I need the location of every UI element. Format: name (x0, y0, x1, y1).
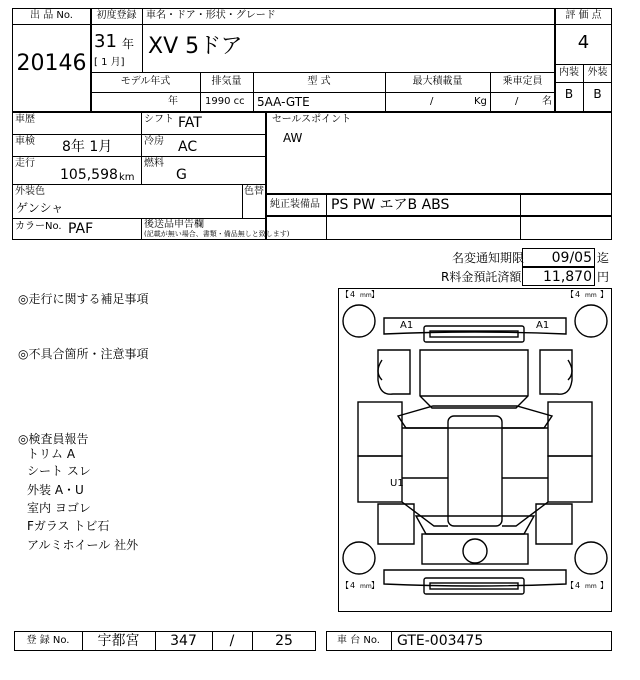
front-fender-right (540, 350, 572, 394)
color-no-label: カラーNo. (15, 221, 62, 232)
transfer-deadline-label: 名変通知期限 (452, 251, 525, 265)
wheel-rear-left (343, 542, 375, 574)
transfer-deadline-unit: 迄 (597, 251, 610, 265)
history-label: 車歴 (15, 114, 35, 125)
tire-depth-front-left: 4 (350, 290, 356, 299)
front-plate (424, 326, 524, 342)
docs-box (266, 216, 612, 240)
fuel: G (176, 167, 187, 183)
first-reg-label: 初度登録 (96, 10, 137, 21)
inspector-line: トリム A (27, 447, 76, 461)
registration-label: 登 録 No. (26, 635, 70, 646)
first-reg-year: 31 (94, 31, 117, 52)
svg-text:【: 【 (566, 290, 574, 299)
registration-number: 25 (275, 633, 293, 649)
lot-no-label: 出 品 No. (30, 10, 73, 21)
inspector-line: アルミホイール 社外 (27, 538, 139, 552)
tire-depth-rear-left: 4 (350, 581, 356, 590)
exterior-grade: B (593, 87, 602, 101)
equipment-label: 純正装備品 (270, 199, 320, 210)
docs-note: (記載が無い場合、書類・備品無しと致します) (144, 230, 290, 238)
chassis-label: 車 台 No. (337, 635, 380, 646)
inspector-line: 室内 ヨゴレ (27, 501, 91, 515)
capacity-label: 乗車定員 (502, 76, 543, 87)
tire-unit-rl: mm (360, 583, 372, 590)
docs-label: 後送品申告欄 (144, 219, 204, 230)
inspector-line: シート スレ (27, 464, 91, 478)
max-load: / (430, 96, 434, 107)
shift: FAT (178, 115, 202, 131)
windshield (398, 406, 552, 428)
rear-fender-right (536, 504, 572, 544)
registration-kana: / (229, 633, 235, 649)
inspector-title: ◎検査員報告 (18, 432, 89, 446)
svg-text:】: 】 (371, 290, 379, 299)
damage-mark-front-right: A1 (536, 320, 550, 331)
inspector-line: 外装 A・U (27, 483, 84, 497)
tire-depth-front-right: 4 (575, 290, 581, 299)
car-name: XV 5ドア (148, 34, 243, 59)
front-door-right (548, 402, 592, 456)
aircon: AC (178, 139, 198, 155)
tire-unit-rr: mm (585, 583, 597, 590)
capacity-unit: 名 (542, 96, 552, 107)
score: 4 (577, 32, 590, 53)
color-no: PAF (68, 221, 94, 237)
inspection: 8年 1月 (62, 139, 113, 155)
first-reg-month: [ 1 月] (94, 57, 125, 68)
car-damage-diagram (338, 288, 612, 612)
registration-class: 347 (170, 633, 197, 649)
rear-fender-left (378, 504, 414, 544)
repaint-label: 色替 (244, 186, 264, 197)
recycle-unit: 円 (597, 270, 610, 284)
registration-region: 宇都宮 (97, 633, 140, 649)
svg-text:【: 【 (341, 290, 349, 299)
color-label: 外装色 (15, 186, 45, 197)
mileage-label: 走行 (15, 158, 35, 169)
tire-unit-fr: mm (585, 292, 597, 299)
displacement-label: 排気量 (211, 76, 242, 87)
equipment: PS PW エアB ABS (331, 197, 450, 213)
tire-unit-fl: mm (360, 292, 372, 299)
first-reg-year-unit: 年 (122, 37, 135, 51)
type-code: 5AA-GTE (257, 95, 310, 109)
score-label: 評 価 点 (565, 10, 602, 21)
interior-grade: B (564, 87, 574, 101)
front-door-left (358, 402, 402, 456)
defects-title: ◎不具合箇所・注意事項 (18, 347, 149, 361)
model-year-unit: 年 (168, 96, 178, 107)
svg-text:】: 】 (600, 290, 608, 299)
svg-text:】: 】 (600, 581, 608, 590)
hood (420, 350, 528, 408)
svg-text:】: 】 (371, 581, 379, 590)
damage-mark-side: U1 (390, 478, 404, 489)
model-year-label: モデル年式 (120, 76, 171, 87)
aircon-label: 冷房 (144, 136, 164, 147)
max-load-unit: Kg (474, 96, 487, 107)
lot-no: 20146 (16, 51, 87, 76)
wheel-rear-right (575, 542, 607, 574)
shift-label: シフト (144, 114, 174, 125)
svg-text:【: 【 (566, 581, 574, 590)
interior-label: 内装 (559, 67, 579, 78)
transfer-deadline: 09/05 (551, 250, 592, 266)
recycle-label: R料金預託済額 (441, 270, 522, 284)
fuel-label: 燃料 (144, 158, 164, 169)
max-load-label: 最大積載量 (412, 76, 463, 87)
capacity: / (515, 96, 519, 107)
tire-depth-rear-right: 4 (575, 581, 581, 590)
inspection-label: 車検 (15, 136, 35, 147)
type-label: 型 式 (307, 76, 331, 87)
svg-text:【: 【 (341, 581, 349, 590)
rear-door-right (548, 456, 592, 502)
chassis-no: GTE-003475 (397, 633, 484, 649)
mileage: 105,598 (60, 167, 118, 183)
spare-wheel (463, 539, 487, 563)
wheel-front-left (343, 305, 375, 337)
front-fender-left (378, 350, 410, 394)
roof (448, 416, 502, 526)
inspector-line: Fガラス トビ石 (27, 519, 110, 533)
sales-point: AW (283, 131, 303, 145)
recycle-amount: 11,870 (543, 269, 592, 285)
sales-point-label: セールスポイント (272, 114, 352, 125)
color: ゲンシャ (16, 201, 64, 215)
exterior-label: 外装 (587, 67, 608, 78)
mileage-unit: km (119, 172, 135, 183)
displacement: 1990 cc (205, 96, 245, 107)
car-name-label: 車名・ドア・形状・グレード (146, 10, 276, 21)
wheel-front-right (575, 305, 607, 337)
damage-mark-front-left: A1 (400, 320, 414, 331)
driving-notes-title: ◎走行に関する補足事項 (18, 292, 149, 306)
